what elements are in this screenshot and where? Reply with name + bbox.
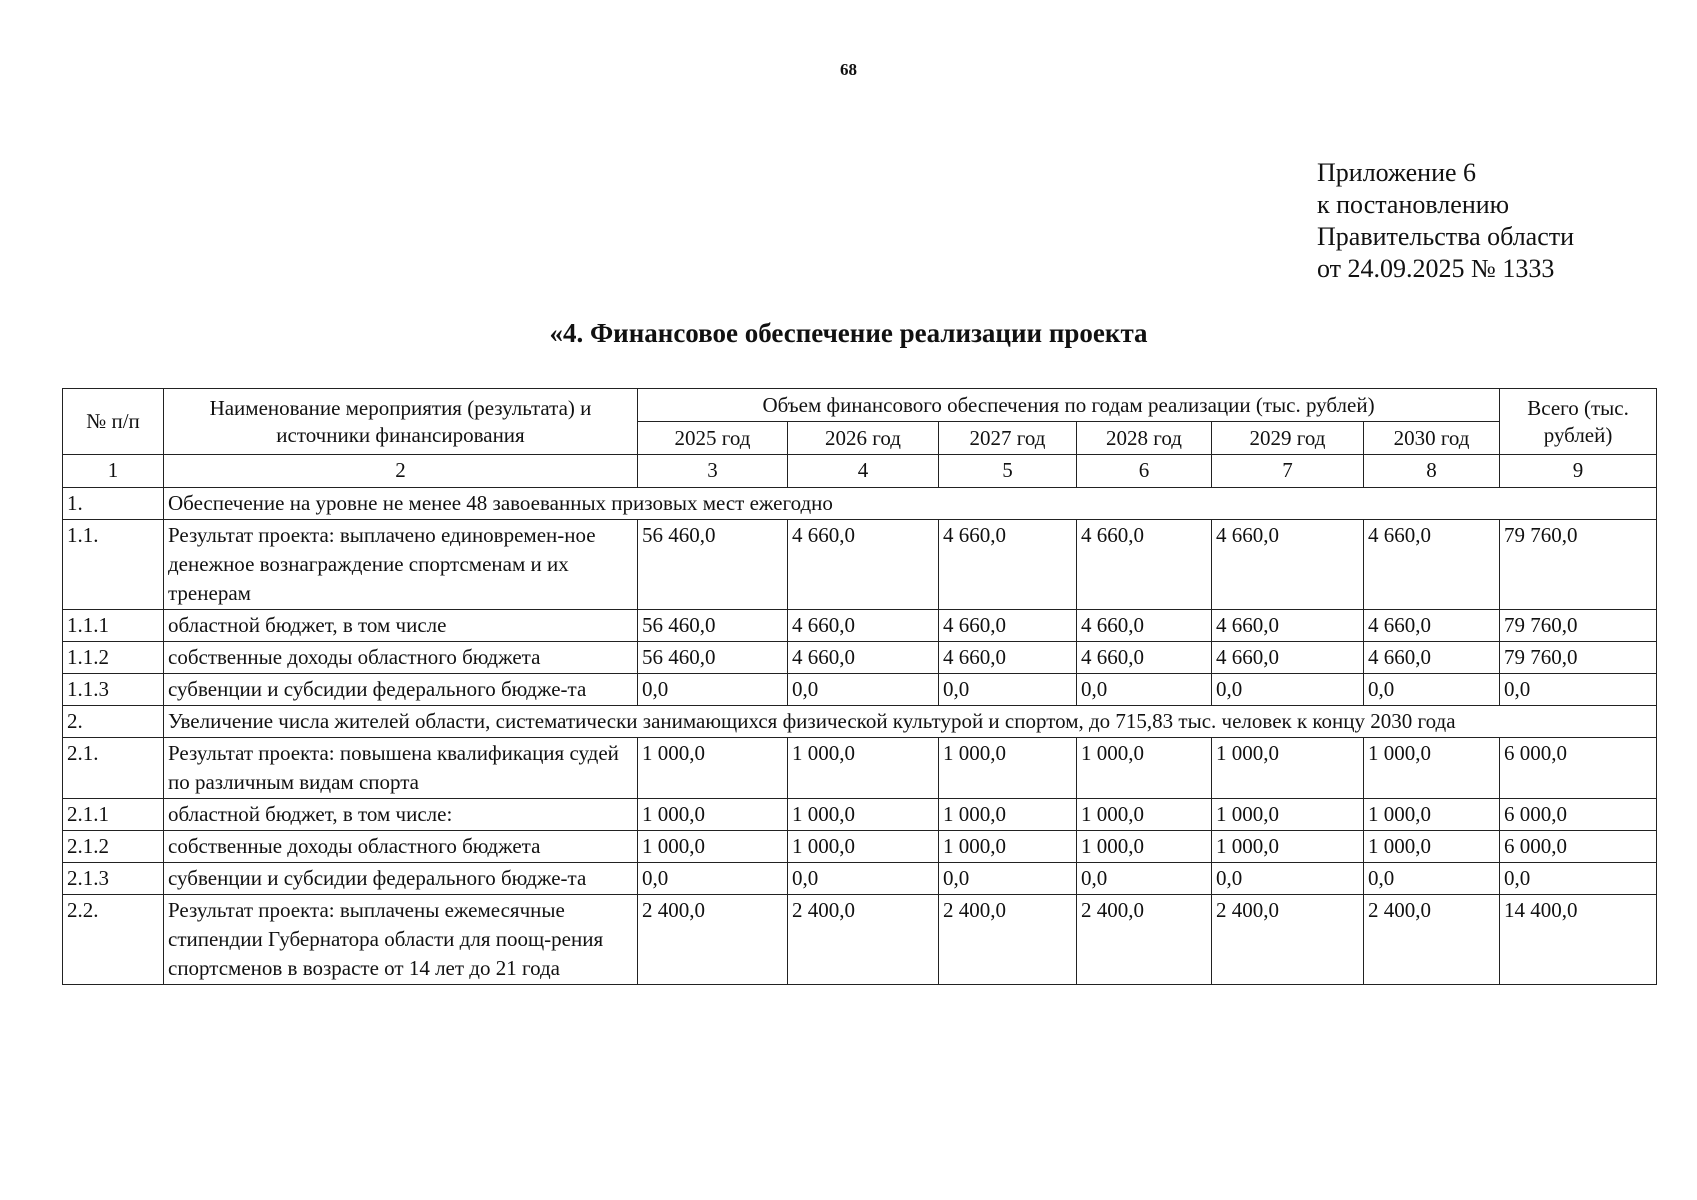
column-numbers-row xyxy=(63,455,1657,488)
table-row xyxy=(63,610,1657,642)
financing-table xyxy=(62,388,1657,985)
row-total-value: 79 760,0 xyxy=(1500,610,1657,642)
header-name: Наименование мероприятия (результата) и источники финансирования xyxy=(164,389,638,455)
row-year-value: 0,0 xyxy=(1077,863,1212,895)
table-group-row xyxy=(63,488,1657,520)
header-year: 2027 год xyxy=(939,422,1077,455)
row-year-value: 4 660,0 xyxy=(788,642,939,674)
row-year-value: 1 000,0 xyxy=(788,799,939,831)
table-group-row xyxy=(63,706,1657,738)
row-total-value: 0,0 xyxy=(1500,674,1657,706)
row-number: 2.2. xyxy=(63,895,164,985)
row-year-value: 0,0 xyxy=(939,863,1077,895)
row-name: собственные доходы областного бюджета xyxy=(164,831,638,863)
row-year-value: 1 000,0 xyxy=(1077,738,1212,799)
row-year-value: 0,0 xyxy=(1077,674,1212,706)
row-year-value: 4 660,0 xyxy=(1364,610,1500,642)
row-year-value: 1 000,0 xyxy=(1077,799,1212,831)
column-number: 9 xyxy=(1500,455,1657,488)
row-total-value: 79 760,0 xyxy=(1500,642,1657,674)
row-year-value: 4 660,0 xyxy=(1077,642,1212,674)
column-number: 6 xyxy=(1077,455,1212,488)
row-number: 1.1.1 xyxy=(63,610,164,642)
row-year-value: 4 660,0 xyxy=(1077,610,1212,642)
row-year-value: 1 000,0 xyxy=(939,738,1077,799)
column-number: 5 xyxy=(939,455,1077,488)
row-year-value: 0,0 xyxy=(1212,863,1364,895)
page-number: 68 xyxy=(840,60,857,79)
row-name: Результат проекта: выплачено единовремен-ное денежное вознаграждение спортсменам и их тренерам xyxy=(164,520,638,610)
row-year-value: 2 400,0 xyxy=(1364,895,1500,985)
column-number: 2 xyxy=(164,455,638,488)
row-name: субвенции и субсидии федерального бюдже-та xyxy=(164,863,638,895)
column-number: 4 xyxy=(788,455,939,488)
row-year-value: 0,0 xyxy=(1212,674,1364,706)
row-year-value: 4 660,0 xyxy=(788,520,939,610)
row-number: 2.1.1 xyxy=(63,799,164,831)
row-year-value: 0,0 xyxy=(1364,674,1500,706)
row-year-value: 4 660,0 xyxy=(939,610,1077,642)
row-name: собственные доходы областного бюджета xyxy=(164,642,638,674)
row-number: 1.1.3 xyxy=(63,674,164,706)
row-year-value: 1 000,0 xyxy=(1077,831,1212,863)
header-year: 2026 год xyxy=(788,422,939,455)
row-year-value: 1 000,0 xyxy=(1364,738,1500,799)
header-num: № п/п xyxy=(63,389,164,455)
table-body xyxy=(63,488,1657,985)
row-year-value: 2 400,0 xyxy=(638,895,788,985)
row-year-value: 4 660,0 xyxy=(788,610,939,642)
table-row xyxy=(63,674,1657,706)
row-year-value: 1 000,0 xyxy=(1212,831,1364,863)
header-volume: Объем финансового обеспечения по годам реализации (тыс. рублей) xyxy=(638,389,1500,422)
row-year-value: 4 660,0 xyxy=(939,520,1077,610)
row-name: Результат проекта: повышена квалификация судей по различным видам спорта xyxy=(164,738,638,799)
row-year-value: 0,0 xyxy=(1364,863,1500,895)
header-year: 2028 год xyxy=(1077,422,1212,455)
row-year-value: 4 660,0 xyxy=(1077,520,1212,610)
table-row xyxy=(63,738,1657,799)
row-total-value: 14 400,0 xyxy=(1500,895,1657,985)
table-row xyxy=(63,831,1657,863)
row-total-value: 6 000,0 xyxy=(1500,799,1657,831)
row-year-value: 0,0 xyxy=(788,863,939,895)
row-year-value: 56 460,0 xyxy=(638,520,788,610)
group-title: Увеличение числа жителей области, систематически занимающихся физической культурой и спортом, до 715,83 тыс. человек к концу 2030 года xyxy=(164,706,1657,738)
row-number: 1.1. xyxy=(63,520,164,610)
row-number: 2.1. xyxy=(63,738,164,799)
document-title: «4. Финансовое обеспечение реализации проекта xyxy=(549,318,1148,348)
row-name: Результат проекта: выплачены ежемесячные стипендии Губернатора области для поощ-рения спортсменов в возрасте от 14 лет до 21 года xyxy=(164,895,638,985)
row-number: 2.1.2 xyxy=(63,831,164,863)
row-year-value: 2 400,0 xyxy=(939,895,1077,985)
appendix-line: к постановлению xyxy=(1317,190,1510,219)
row-name: областной бюджет, в том числе xyxy=(164,610,638,642)
column-number: 3 xyxy=(638,455,788,488)
header-year: 2025 год xyxy=(638,422,788,455)
row-year-value: 4 660,0 xyxy=(939,642,1077,674)
row-total-value: 0,0 xyxy=(1500,863,1657,895)
header-year: 2029 год xyxy=(1212,422,1364,455)
row-year-value: 56 460,0 xyxy=(638,610,788,642)
row-total-value: 79 760,0 xyxy=(1500,520,1657,610)
row-year-value: 1 000,0 xyxy=(788,738,939,799)
row-year-value: 4 660,0 xyxy=(1364,520,1500,610)
row-year-value: 4 660,0 xyxy=(1212,642,1364,674)
row-year-value: 2 400,0 xyxy=(788,895,939,985)
row-year-value: 1 000,0 xyxy=(1212,799,1364,831)
row-name: областной бюджет, в том числе: xyxy=(164,799,638,831)
row-year-value: 1 000,0 xyxy=(788,831,939,863)
row-year-value: 2 400,0 xyxy=(1212,895,1364,985)
row-year-value: 1 000,0 xyxy=(939,799,1077,831)
appendix-line: Правительства области xyxy=(1317,222,1575,251)
row-total-value: 6 000,0 xyxy=(1500,738,1657,799)
row-year-value: 0,0 xyxy=(638,863,788,895)
table-row xyxy=(63,895,1657,985)
row-year-value: 1 000,0 xyxy=(638,831,788,863)
row-number: 1.1.2 xyxy=(63,642,164,674)
row-number: 1. xyxy=(63,488,164,520)
group-title: Обеспечение на уровне не менее 48 завоеванных призовых мест ежегодно xyxy=(164,488,1657,520)
table-row xyxy=(63,642,1657,674)
row-year-value: 1 000,0 xyxy=(638,799,788,831)
row-year-value: 1 000,0 xyxy=(939,831,1077,863)
appendix-line: от 24.09.2025 № 1333 xyxy=(1317,254,1555,283)
row-name: субвенции и субсидии федерального бюдже-та xyxy=(164,674,638,706)
table-row xyxy=(63,863,1657,895)
appendix-line: Приложение 6 xyxy=(1317,158,1477,187)
row-year-value: 56 460,0 xyxy=(638,642,788,674)
appendix-block xyxy=(1317,157,1574,285)
row-year-value: 4 660,0 xyxy=(1212,610,1364,642)
table-row xyxy=(63,520,1657,610)
header-year: 2030 год xyxy=(1364,422,1500,455)
row-year-value: 4 660,0 xyxy=(1364,642,1500,674)
row-year-value: 4 660,0 xyxy=(1212,520,1364,610)
row-number: 2.1.3 xyxy=(63,863,164,895)
row-year-value: 0,0 xyxy=(939,674,1077,706)
row-total-value: 6 000,0 xyxy=(1500,831,1657,863)
row-year-value: 1 000,0 xyxy=(638,738,788,799)
row-number: 2. xyxy=(63,706,164,738)
header-total: Всего (тыс. рублей) xyxy=(1500,389,1657,455)
column-number: 1 xyxy=(63,455,164,488)
row-year-value: 0,0 xyxy=(638,674,788,706)
column-number: 7 xyxy=(1212,455,1364,488)
table-row xyxy=(63,799,1657,831)
column-number: 8 xyxy=(1364,455,1500,488)
row-year-value: 1 000,0 xyxy=(1364,799,1500,831)
row-year-value: 0,0 xyxy=(788,674,939,706)
row-year-value: 1 000,0 xyxy=(1212,738,1364,799)
row-year-value: 2 400,0 xyxy=(1077,895,1212,985)
row-year-value: 1 000,0 xyxy=(1364,831,1500,863)
